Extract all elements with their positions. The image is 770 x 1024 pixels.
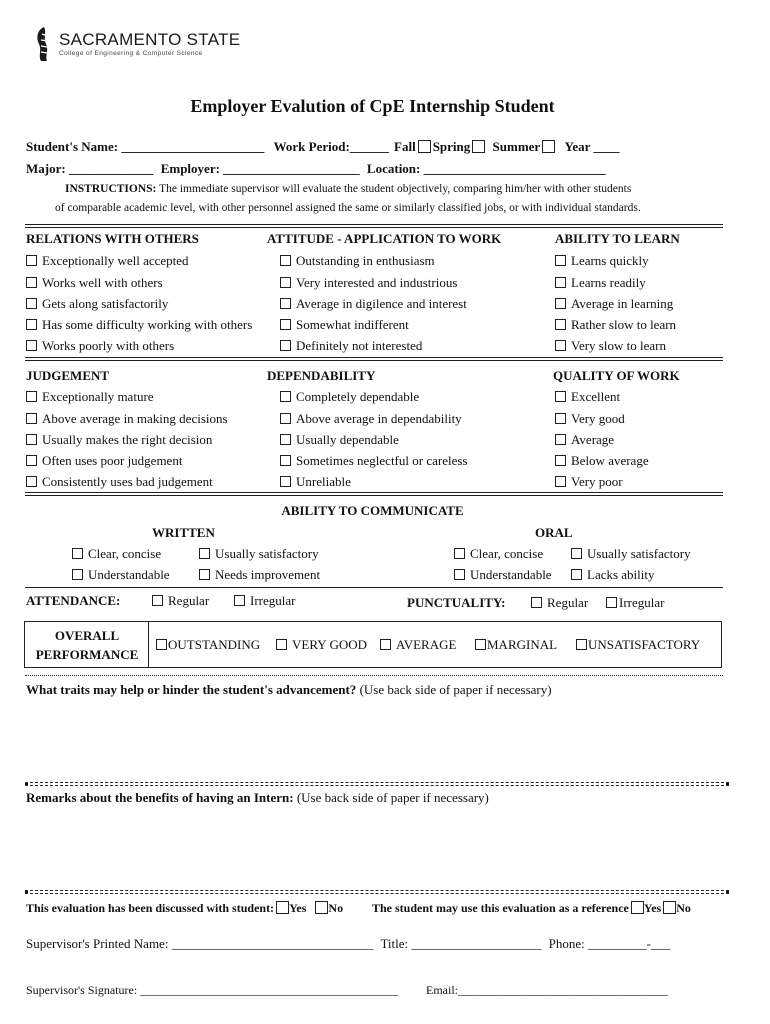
summer-checkbox[interactable] (542, 140, 555, 153)
checkbox[interactable] (555, 340, 566, 351)
checkbox[interactable] (576, 639, 587, 650)
judgement-option[interactable] (26, 453, 182, 469)
checkbox[interactable] (555, 277, 566, 288)
traits-label: What traits may help or hinder the student's advancement? (26, 682, 357, 697)
attitude-title: ATTITUDE - APPLICATION TO WORK (267, 231, 502, 246)
judgement-option[interactable] (26, 432, 212, 448)
form-title: Employer Evalution of CpE Internship Student (190, 96, 555, 116)
learn-option[interactable] (555, 296, 673, 312)
checkbox[interactable] (531, 597, 542, 608)
overall-label-2: PERFORMANCE (35, 647, 139, 662)
option-label: Often uses poor judgement (42, 453, 183, 468)
option-label: Excellent (571, 389, 621, 404)
option-label: Very good (571, 411, 625, 426)
traits-row (26, 682, 552, 698)
option-label: OUTSTANDING (168, 637, 261, 652)
checkbox[interactable] (26, 298, 37, 309)
header-line-1 (26, 139, 619, 155)
checkbox[interactable] (72, 569, 83, 580)
email-row (426, 983, 668, 998)
overall-outstanding-option[interactable] (156, 637, 260, 653)
quality-option[interactable] (555, 432, 614, 448)
checkbox[interactable] (555, 298, 566, 309)
option-label: Clear, concise (470, 546, 544, 561)
option-label: Somewhat indifferent (296, 317, 409, 332)
email-label: Email: (426, 983, 458, 997)
option-label: VERY GOOD (292, 637, 367, 652)
hornet-logo-icon (33, 26, 55, 62)
option-label: Learns readily (571, 275, 646, 290)
option-label: MARGINAL (487, 637, 558, 652)
remarks-label: Remarks about the benefits of having an Intern: (26, 790, 294, 805)
overall-divider (148, 621, 149, 668)
signature-row (26, 983, 398, 998)
traits-answer-area[interactable] (26, 700, 722, 780)
checkbox[interactable] (280, 319, 291, 330)
location-label: Location: (366, 161, 421, 176)
checkbox[interactable] (555, 255, 566, 266)
remarks-note: (Use back side of paper if necessary) (296, 790, 489, 805)
dependability-option[interactable] (280, 453, 467, 469)
overall-unsatisfactory-option[interactable] (576, 637, 700, 653)
divider (25, 224, 723, 228)
option-label: Very poor (571, 474, 623, 489)
judgement-option[interactable] (26, 474, 213, 490)
dependability-option[interactable] (280, 411, 462, 427)
overall-very-good-option[interactable] (276, 637, 367, 653)
option-label: Regular (547, 595, 589, 610)
employer-label: Employer: (160, 161, 220, 176)
option-label: Learns quickly (571, 253, 649, 268)
supervisor-name-label: Supervisor's Printed Name: (26, 936, 169, 951)
checkbox[interactable] (26, 413, 37, 424)
option-label: Clear, concise (88, 546, 162, 561)
option-label: Usually satisfactory (215, 546, 319, 561)
reference-yes-label: Yes (643, 901, 662, 915)
checkbox[interactable] (26, 255, 37, 266)
divider (25, 782, 729, 786)
option-label: Usually makes the right decision (42, 432, 213, 447)
instructions-text-2: of comparable academic level, with other personnel assigned the same or similarly classified jobs, or with individual standards. (55, 202, 641, 214)
checkbox[interactable] (571, 548, 582, 559)
option-label: Irregular (619, 595, 665, 610)
option-label: Exceptionally well accepted (42, 253, 189, 268)
checkbox[interactable] (280, 298, 291, 309)
checkbox[interactable] (555, 434, 566, 445)
checkbox[interactable] (555, 476, 566, 487)
judgement-option[interactable] (26, 411, 228, 427)
logo (33, 26, 263, 64)
major-label: Major: (26, 161, 66, 176)
year-field[interactable]: ____ (593, 139, 620, 154)
option-label: Below average (571, 453, 649, 468)
checkbox[interactable] (199, 548, 210, 559)
reference-no-label: No (676, 901, 691, 915)
attendance-label: ATTENDANCE: (26, 593, 121, 608)
judgement-option[interactable] (26, 389, 154, 405)
written-option[interactable] (199, 567, 320, 583)
phone-field[interactable]: _________-___ (588, 936, 671, 951)
option-label: Rather slow to learn (571, 317, 677, 332)
checkbox[interactable] (555, 391, 566, 402)
overall-average-option[interactable] (380, 637, 456, 653)
option-label: Irregular (250, 593, 296, 608)
divider (25, 675, 723, 676)
student-name-label: Student's Name: (26, 139, 119, 154)
logo-name: SACRAMENTO STATE (59, 30, 241, 49)
option-label: Lacks ability (587, 567, 655, 582)
option-label: Average in digilence and interest (296, 296, 467, 311)
signature-field[interactable]: ___________________________________________ (140, 983, 399, 997)
option-label: Average (571, 432, 615, 447)
reference-row (372, 901, 691, 916)
option-label: Usually dependable (296, 432, 399, 447)
option-label: Above average in making decisions (42, 411, 228, 426)
learn-option[interactable] (555, 253, 649, 269)
instructions-label: INSTRUCTIONS: (65, 183, 157, 195)
checkbox[interactable] (26, 340, 37, 351)
quality-option[interactable] (555, 411, 625, 427)
quality-option[interactable] (555, 453, 649, 469)
option-label: Average in learning (571, 296, 674, 311)
overall-label-1: OVERALL (54, 628, 120, 643)
attitude-option[interactable] (280, 317, 409, 333)
spring-label: Spring (432, 139, 471, 154)
relations-title: RELATIONS WITH OTHERS (26, 231, 199, 246)
divider (25, 587, 723, 588)
overall-marginal-option[interactable] (475, 637, 557, 653)
oral-option[interactable] (454, 567, 552, 583)
written-option[interactable] (199, 546, 319, 562)
checkbox[interactable] (475, 639, 486, 650)
checkbox[interactable] (280, 434, 291, 445)
option-label: Has some difficulty working with others (42, 317, 253, 332)
attendance-irregular-option[interactable] (234, 593, 295, 609)
checkbox[interactable] (555, 319, 566, 330)
instructions-text-1: The immediate supervisor will evaluate the student objectively, comparing him/her with other students (159, 183, 632, 195)
checkbox[interactable] (280, 476, 291, 487)
learn-option[interactable] (555, 317, 676, 333)
checkbox[interactable] (26, 476, 37, 487)
oral-option[interactable] (571, 567, 655, 583)
option-label: Consistently uses bad judgement (42, 474, 213, 489)
instructions-line-1 (65, 183, 631, 195)
checkbox[interactable] (454, 569, 465, 580)
option-label: Sometimes neglectful or careless (296, 453, 468, 468)
option-label: UNSATISFACTORY (588, 637, 701, 652)
checkbox[interactable] (26, 434, 37, 445)
option-label: Exceptionally mature (42, 389, 154, 404)
supervisor-name-field[interactable]: _______________________________ (171, 936, 374, 951)
checkbox[interactable] (280, 413, 291, 424)
summer-label: Summer (492, 139, 541, 154)
dependability-title: DEPENDABILITY (267, 368, 376, 383)
checkbox[interactable] (26, 277, 37, 288)
checkbox[interactable] (454, 548, 465, 559)
checkbox[interactable] (26, 391, 37, 402)
checkbox[interactable] (555, 455, 566, 466)
location-field[interactable]: ____________________________ (423, 161, 606, 176)
checkbox[interactable] (280, 277, 291, 288)
checkbox[interactable] (280, 455, 291, 466)
phone-label: Phone: (548, 936, 585, 951)
checkbox[interactable] (72, 548, 83, 559)
checkbox[interactable] (152, 595, 163, 606)
title-label: Title: (380, 936, 409, 951)
quality-option[interactable] (555, 474, 623, 490)
learn-option[interactable] (555, 275, 646, 291)
employer-field[interactable]: _____________________ (223, 161, 360, 176)
option-label: Outstanding in enthusiasm (296, 253, 435, 268)
checkbox[interactable] (280, 255, 291, 266)
punctuality-irregular-option[interactable] (606, 595, 664, 611)
quality-of-work-title: QUALITY OF WORK (553, 368, 680, 383)
quality-option[interactable] (555, 389, 620, 405)
attitude-option[interactable] (280, 275, 457, 291)
relations-option[interactable] (26, 338, 174, 354)
attitude-option[interactable] (280, 253, 435, 269)
supervisor-row (26, 936, 670, 952)
checkbox[interactable] (26, 319, 37, 330)
checkbox[interactable] (276, 639, 287, 650)
option-label: Definitely not interested (296, 338, 423, 353)
discussed-no-label: No (328, 901, 344, 915)
fall-checkbox[interactable] (418, 140, 431, 153)
work-period-field[interactable]: ______ (349, 139, 389, 154)
ability-to-learn-title: ABILITY TO LEARN (555, 231, 680, 246)
discussed-yes-checkbox[interactable] (276, 901, 289, 914)
option-label: AVERAGE (396, 637, 457, 652)
option-label: Completely dependable (296, 389, 420, 404)
discussed-no-checkbox[interactable] (315, 901, 328, 914)
written-label: WRITTEN (152, 525, 215, 540)
option-label: Above average in dependability (296, 411, 462, 426)
discussed-yes-label: Yes (289, 901, 307, 915)
spring-checkbox[interactable] (472, 140, 485, 153)
discussed-label: This evaluation has been discussed with student: (26, 901, 275, 915)
divider (25, 357, 723, 361)
signature-label: Supervisor's Signature: (26, 983, 138, 997)
remarks-row (26, 790, 489, 806)
dependability-option[interactable] (280, 389, 419, 405)
student-name-field[interactable]: ______________________ (121, 139, 265, 154)
title-field[interactable]: ____________________ (411, 936, 542, 951)
oral-label: ORAL (535, 525, 573, 540)
relations-option[interactable] (26, 317, 252, 333)
checkbox[interactable] (606, 597, 617, 608)
discussed-row (26, 901, 343, 916)
written-option[interactable] (72, 546, 161, 562)
checkbox[interactable] (571, 569, 582, 580)
reference-no-checkbox[interactable] (663, 901, 676, 914)
major-field[interactable]: _____________ (68, 161, 154, 176)
checkbox[interactable] (234, 595, 245, 606)
attendance-regular-option[interactable] (152, 593, 209, 609)
learn-option[interactable] (555, 338, 666, 354)
checkbox[interactable] (156, 639, 167, 650)
option-label: Works poorly with others (42, 338, 175, 353)
fall-label: Fall (394, 139, 416, 154)
divider (25, 492, 723, 496)
oral-option[interactable] (571, 546, 691, 562)
checkbox[interactable] (199, 569, 210, 580)
dependability-option[interactable] (280, 432, 399, 448)
option-label: Works well with others (42, 275, 163, 290)
option-label: Very slow to learn (571, 338, 666, 353)
checkbox[interactable] (555, 413, 566, 424)
option-label: Needs improvement (215, 567, 321, 582)
attitude-option[interactable] (280, 296, 467, 312)
email-field[interactable]: ___________________________________ (458, 983, 668, 997)
communicate-title: ABILITY TO COMMUNICATE (281, 503, 464, 518)
relations-option[interactable] (26, 253, 189, 269)
reference-yes-checkbox[interactable] (631, 901, 644, 914)
checkbox[interactable] (280, 391, 291, 402)
header-line-2 (26, 161, 606, 177)
relations-option[interactable] (26, 275, 163, 291)
option-label: Unreliable (296, 474, 351, 489)
oral-option[interactable] (454, 546, 543, 562)
option-label: Gets along satisfactorily (42, 296, 169, 311)
attitude-option[interactable] (280, 338, 422, 354)
judgement-title: JUDGEMENT (26, 368, 110, 383)
punctuality-label: PUNCTUALITY: (407, 595, 506, 610)
remarks-answer-area[interactable] (26, 808, 722, 888)
option-label: Usually satisfactory (587, 546, 691, 561)
checkbox[interactable] (280, 340, 291, 351)
reference-label: The student may use this evaluation as a reference (372, 901, 629, 915)
dependability-option[interactable] (280, 474, 351, 490)
relations-option[interactable] (26, 296, 168, 312)
option-label: Understandable (88, 567, 170, 582)
year-label: Year (564, 139, 591, 154)
written-option[interactable] (72, 567, 170, 583)
punctuality-regular-option[interactable] (531, 595, 588, 611)
option-label: Regular (168, 593, 210, 608)
work-period-label: Work Period: (273, 139, 350, 154)
checkbox[interactable] (26, 455, 37, 466)
divider (25, 890, 729, 894)
traits-note: (Use back side of paper if necessary) (359, 682, 552, 697)
option-label: Understandable (470, 567, 552, 582)
logo-subtitle: College of Engineering & Computer Science (59, 50, 203, 57)
option-label: Very interested and industrious (296, 275, 458, 290)
checkbox[interactable] (380, 639, 391, 650)
